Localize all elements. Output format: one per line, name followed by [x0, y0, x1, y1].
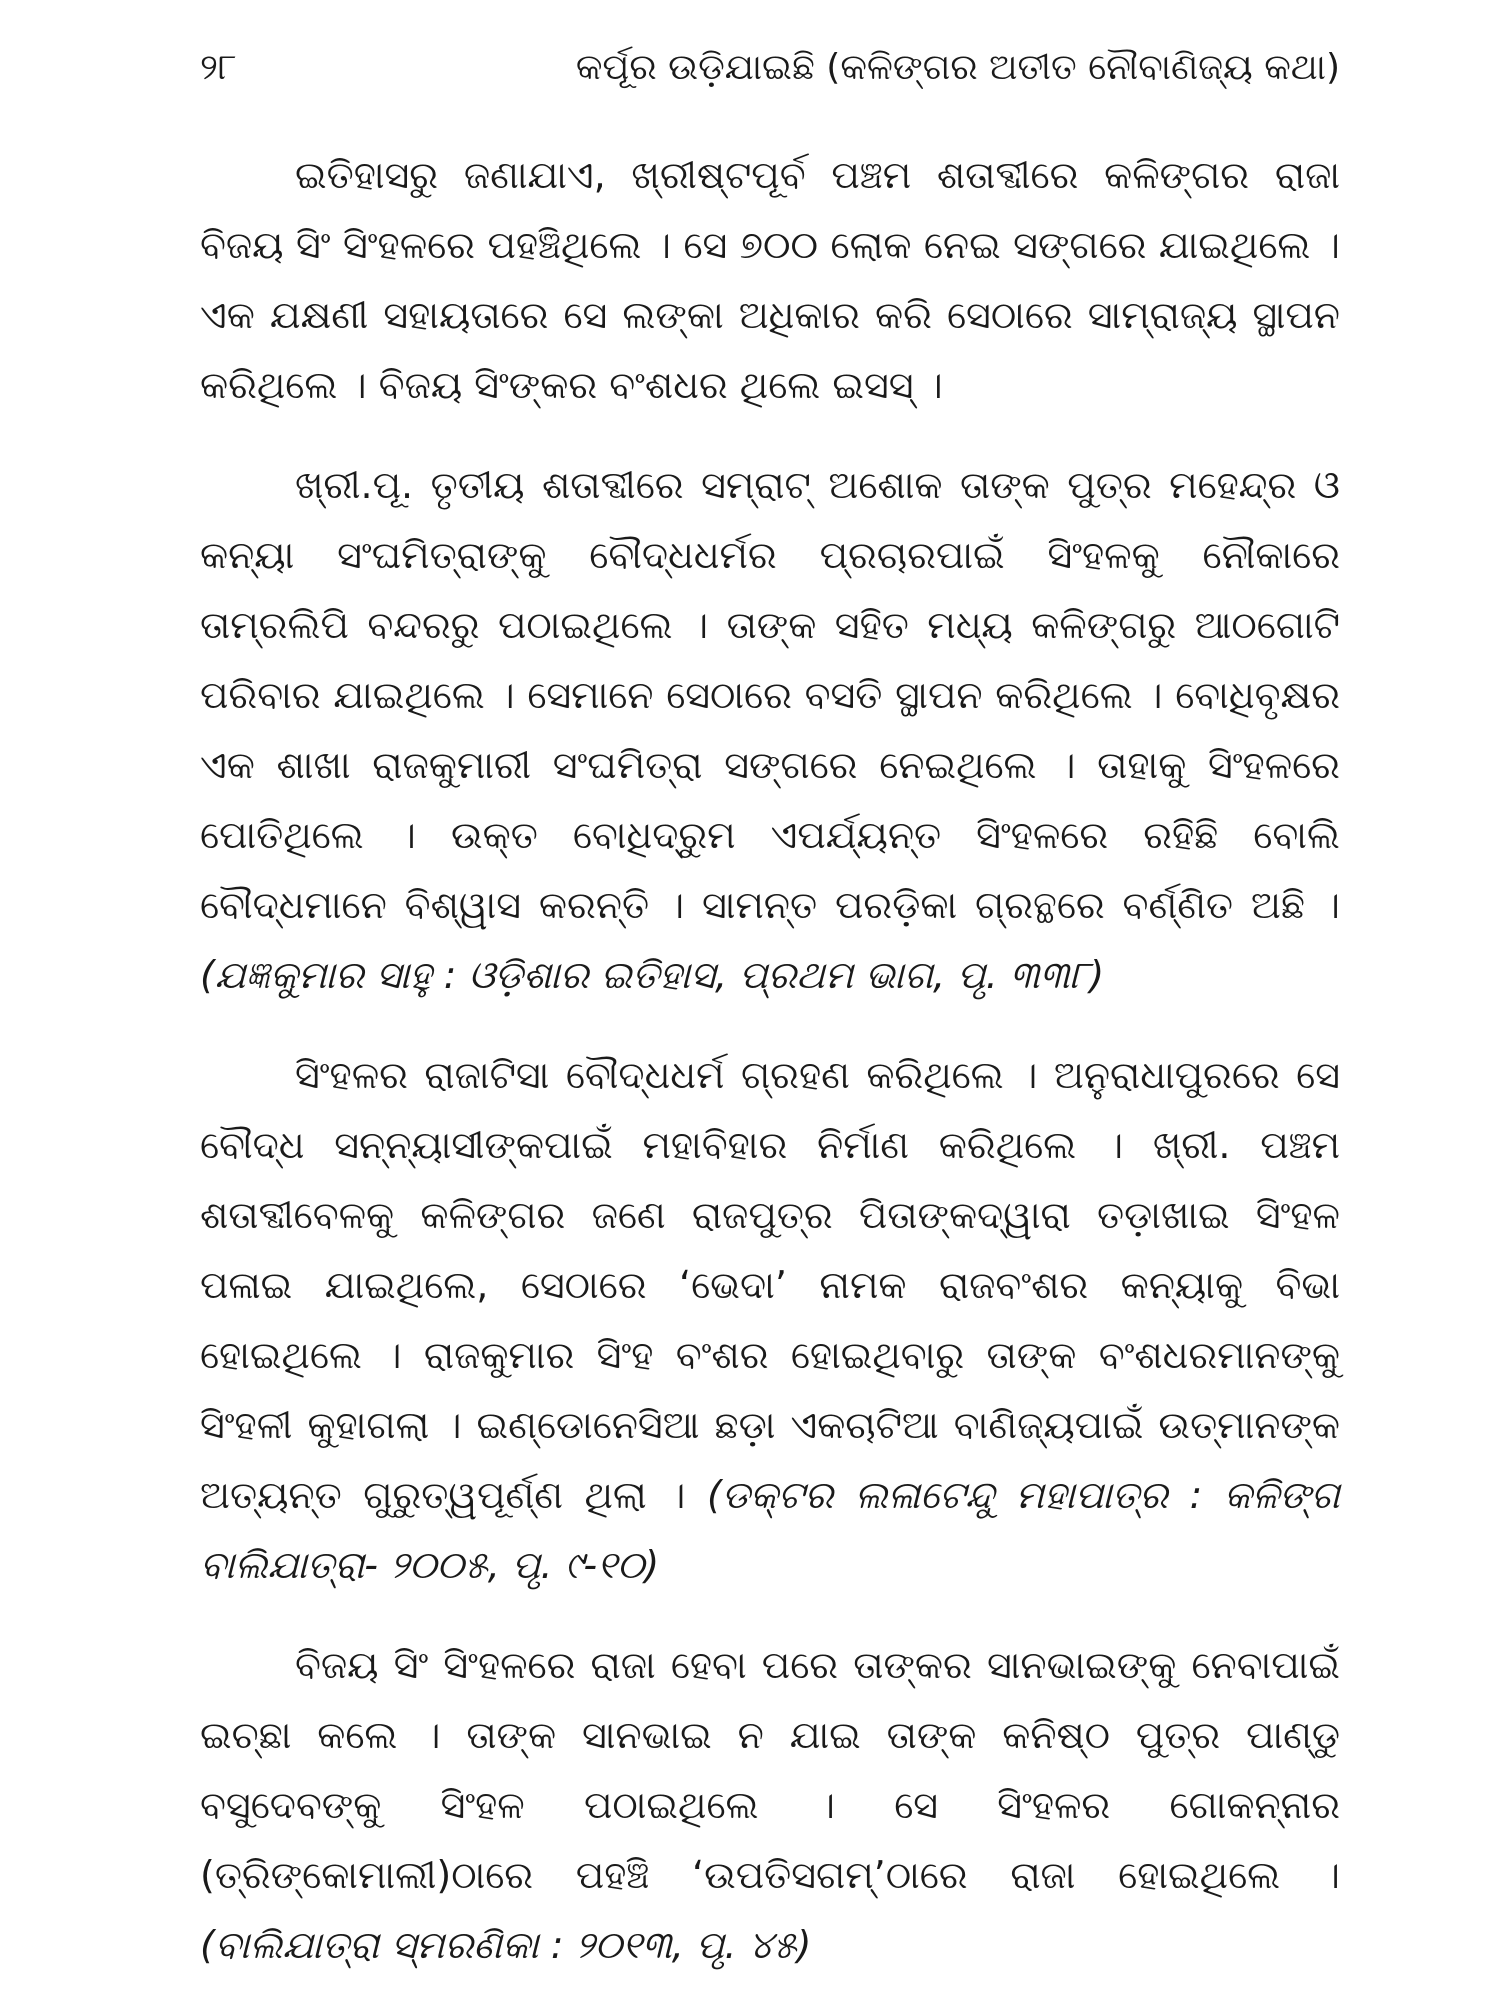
paragraph-text: ଇତିହାସରୁ ଜଣାଯାଏ, ଖ୍ରୀଷ୍ଟପୂର୍ବ ପଞ୍ଚମ ଶତାବ୍ଦୀରେ କଳିଙ୍ଗର ରାଜା ବିଜୟ ସିଂ ସିଂହଳରେ ପହଞ୍ଚିଥିଲେ । ସେ ୭୦୦ ଲୋକ ନେଇ ସଙ୍ଗରେ ଯାଇଥିଲେ । ଏକ ଯକ୍ଷଣୀ ସହାୟତାରେ ସେ ଲଙ୍କା ଅଧିକାର କରି ସେଠାରେ ସାମ୍ରାଜ୍ୟ ସ୍ଥାପନ କରିଥିଲେ । ବିଜୟ ସିଂଙ୍କର ବଂଶଧର ଥିଲେ ଇସସ୍ । [200, 153, 1340, 407]
citation: (ଡକ୍ଟର ଲଳାଟେନ୍ଦୁ ମହାପାତ୍ର : କଳିଙ୍ଗ ବାଲିଯାତ୍ରା- ୨୦୦୫, ପୃ. ୯-୧୦) [200, 1473, 1340, 1587]
page-number: ୨୮ [200, 47, 237, 88]
paragraph-text: ସିଂହଳର ରାଜାଟିସା ବୌଦ୍ଧଧର୍ମ ଗ୍ରହଣ କରିଥିଲେ । ଅନୁରାଧାପୁରରେ ସେ ବୌଦ୍ଧ ସନ୍ନ୍ୟାସୀଙ୍କପାଇଁ ମହାବିହାର ନିର୍ମାଣ କରିଥିଲେ । ଖ୍ରୀ. ପଞ୍ଚମ ଶତାବ୍ଦୀବେଳକୁ କଳିଙ୍ଗର ଜଣେ ରାଜପୁତ୍ର ପିତାଙ୍କଦ୍ୱାରା ତଡ଼ାଖାଇ ସିଂହଳ ପଳାଇ ଯାଇଥିଲେ, ସେଠାରେ ‘ଭେଦା’ ନାମକ ରାଜବଂଶର କନ୍ୟାକୁ ବିଭା ହୋଇଥିଲେ । ରାଜକୁମାର ସିଂହ ବଂଶର ହୋଇଥିବାରୁ ତାଙ୍କ ବଂଶଧରମାନଙ୍କୁ ସିଂହଳୀ କୁହାଗଲା । ଇଣ୍ଡୋନେସିଆ ଛଡ଼ା ଏକଚାଟିଆ ବାଣିଜ୍ୟପାଇଁ ଉତ୍ମାନଙ୍କ ଅତ୍ୟନ୍ତ ଗୁରୁତ୍ୱପୂର୍ଣ୍ଣ ଥିଲା । [200, 1053, 1340, 1517]
citation: (ଯଜ୍ଞକୁମାର ସାହୁ : ଓଡ଼ିଶାର ଇତିହାସ, ପ୍ରଥମ ଭାଗ, ପୃ. ୩୩୮) [200, 953, 1105, 997]
page-header [200, 38, 1340, 98]
running-title: କର୍ପୂର ଉଡ଼ିଯାଇଛି (କଳିଙ୍ଗର ଅତୀତ ନୌବାଣିଜ୍ୟ କଥା) [575, 47, 1340, 88]
paragraph-text: ଖ୍ରୀ.ପୂ. ତୃତୀୟ ଶତାବ୍ଦୀରେ ସମ୍ରାଟ୍ ଅଶୋକ ତାଙ୍କ ପୁତ୍ର ମହେନ୍ଦ୍ର ଓ କନ୍ୟା ସଂଘମିତ୍ରାଙ୍କୁ ବୌଦ୍ଧଧର୍ମର ପ୍ରଚାରପାଇଁ ସିଂହଳକୁ ନୌକାରେ ତାମ୍ରଲିପି ବନ୍ଦରରୁ ପଠାଇଥିଲେ । ତାଙ୍କ ସହିତ ମଧ୍ୟ କଳିଙ୍ଗରୁ ଆଠଗୋଟି ପରିବାର ଯାଇଥିଲେ । ସେମାନେ ସେଠାରେ ବସତି ସ୍ଥାପନ କରିଥିଲେ । ବୋଧିବୃକ୍ଷର ଏକ ଶାଖା ରାଜକୁମାରୀ ସଂଘମିତ୍ରା ସଙ୍ଗରେ ନେଇଥିଲେ । ତାହାକୁ ସିଂହଳରେ ପୋତିଥିଲେ । ଉକ୍ତ ବୋଧିଦ୍ରୁମ ଏପର୍ଯ୍ୟନ୍ତ ସିଂହଳରେ ରହିଛି ବୋଲି ବୌଦ୍ଧମାନେ ବିଶ୍ୱାସ କରନ୍ତି । ସାମନ୍ତ ପରଡ଼ିକା ଗ୍ରନ୍ଥରେ ବର୍ଣ୍ଣିତ ଅଛି । [200, 463, 1340, 927]
citation: (ବାଲିଯାତ୍ରା ସ୍ମରଣିକା : ୨୦୧୩, ପୃ. ୪୫) [200, 1923, 812, 1967]
page-body [200, 140, 1340, 1980]
paragraph-4 [200, 1630, 1340, 1980]
paragraph-text: ବିଜୟ ସିଂ ସିଂହଳରେ ରାଜା ହେବା ପରେ ତାଙ୍କର ସାନଭାଇଙ୍କୁ ନେବାପାଇଁ ଇଚ୍ଛା କଲେ । ତାଙ୍କ ସାନଭାଇ ନ ଯାଇ ତାଙ୍କ କନିଷ୍ଠ ପୁତ୍ର ପାଣ୍ଡୁ ବସୁଦେବଙ୍କୁ ସିଂହଳ ପଠାଇଥିଲେ । ସେ ସିଂହଳର ଗୋକନ୍ନାର (ତ୍ରିଙ୍କୋମାଲୀ)ଠାରେ ପହଞ୍ଚି ‘ଉପତିସଗମ୍’ଠାରେ ରାଜା ହୋଇଥିଲେ । [200, 1643, 1340, 1897]
paragraph-3 [200, 1040, 1340, 1600]
paragraph-1 [200, 140, 1340, 420]
paragraph-2 [200, 450, 1340, 1010]
